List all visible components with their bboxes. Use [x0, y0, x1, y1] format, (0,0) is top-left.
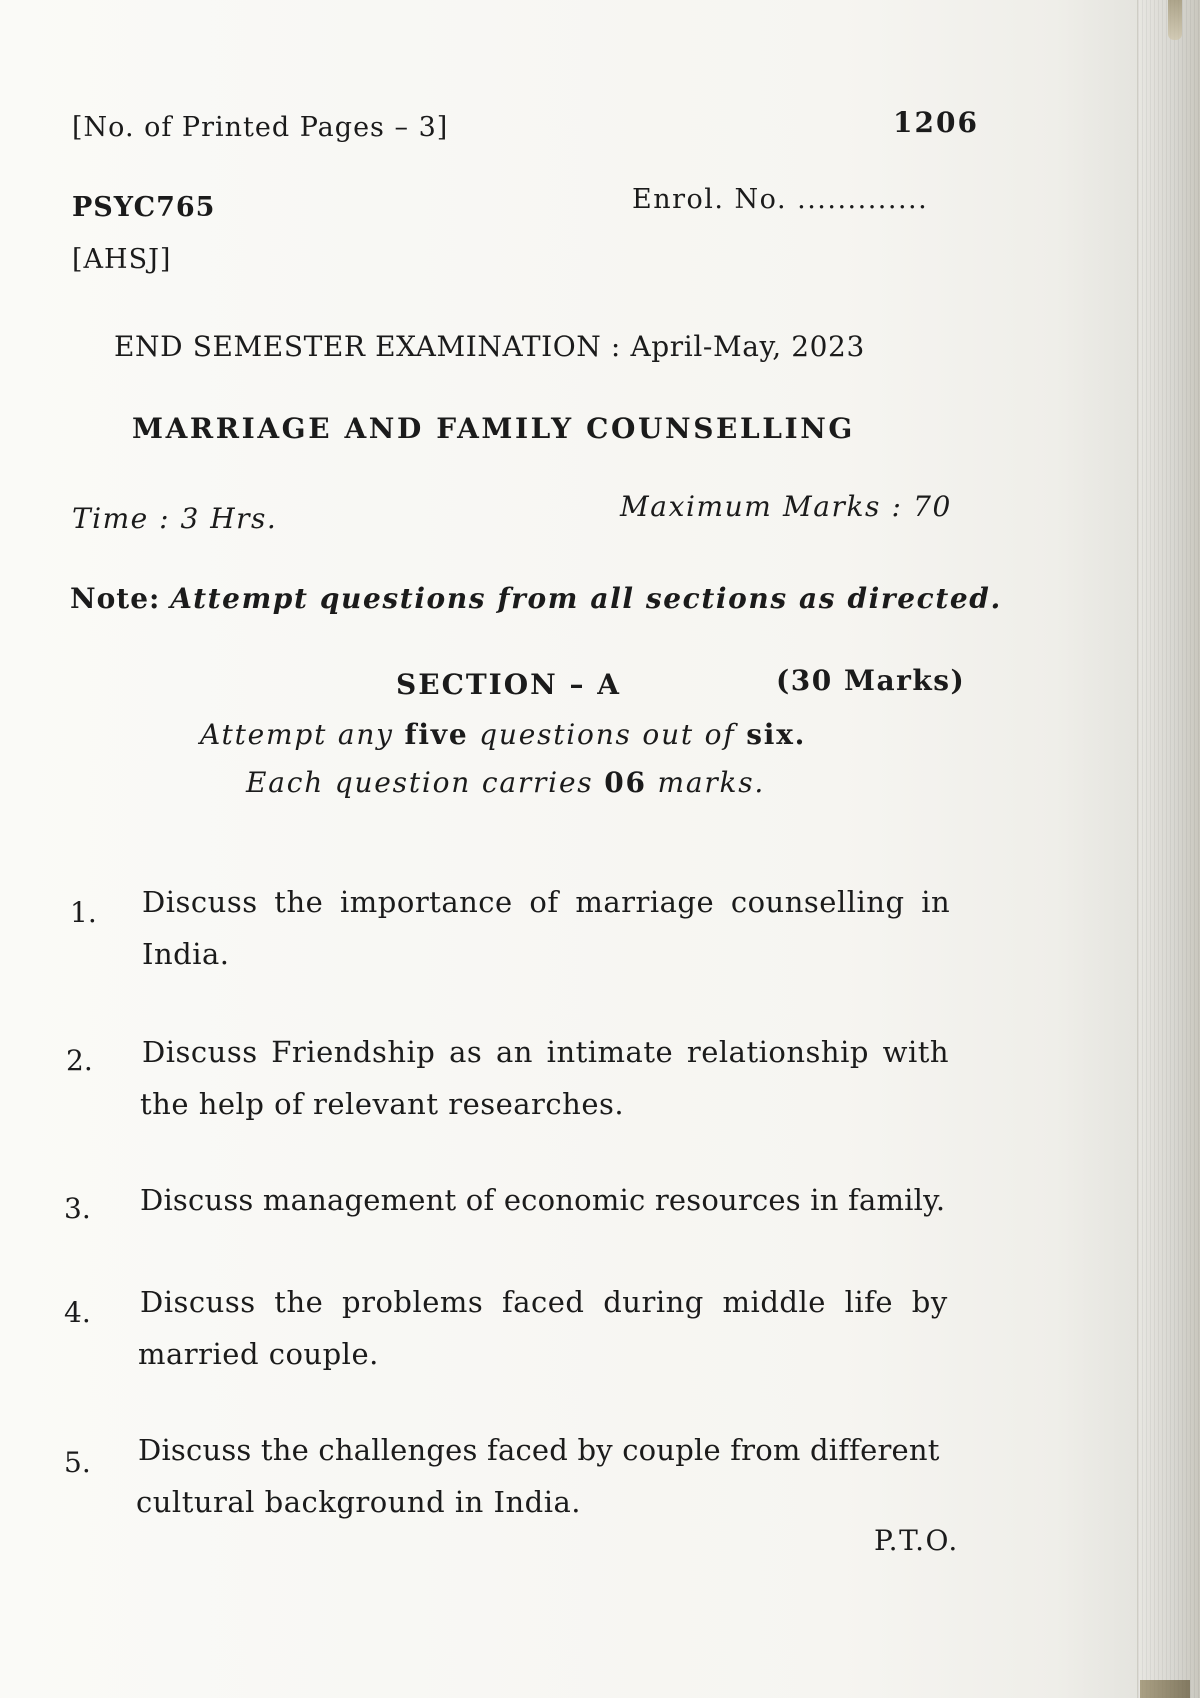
page-binding-edge [1137, 0, 1200, 1698]
bottom-binding-mark [1140, 1680, 1190, 1698]
question-5-line-1: Discuss the challenges faced by couple from different [138, 1433, 940, 1467]
note-label: Note: [70, 582, 161, 615]
question-1-number: 1. [70, 896, 97, 929]
note-line [70, 582, 1002, 615]
section-a-title: SECTION – A [396, 668, 621, 701]
course-code: PSYC765 [72, 192, 216, 223]
subject-title: MARRIAGE AND FAMILY COUNSELLING [132, 412, 855, 445]
paper-code: 1206 [893, 106, 979, 139]
question-4-line-2: married couple. [138, 1337, 379, 1371]
question-4-number: 4. [64, 1296, 91, 1329]
question-2-line-1: Discuss Friendship as an intimate relationship with [142, 1035, 950, 1069]
enrol-number-field: Enrol. No. ............. [632, 184, 929, 215]
exam-time: Time : 3 Hrs. [72, 502, 278, 535]
exam-title: END SEMESTER EXAMINATION : April-May, 2023 [114, 330, 865, 363]
question-3-line-1: Discuss management of economic resources in family. [140, 1183, 946, 1217]
printed-pages-count: [No. of Printed Pages – 3] [72, 112, 449, 143]
question-2-number: 2. [66, 1044, 93, 1077]
section-a-instruction-1: Attempt any five questions out of six. [200, 718, 807, 751]
institute-code: [AHSJ] [72, 244, 172, 275]
corner-tab-mark [1168, 0, 1182, 40]
question-1-line-2: India. [142, 937, 230, 971]
section-a-marks: (30 Marks) [776, 664, 966, 697]
section-a-instruction-2: Each question carries 06 marks. [246, 766, 766, 799]
note-text: Attempt questions from all sections as directed. [170, 582, 1002, 615]
question-5-line-2: cultural background in India. [136, 1485, 582, 1519]
question-4-line-1: Discuss the problems faced during middle life by [140, 1285, 948, 1319]
question-3-number: 3. [64, 1192, 91, 1225]
question-5-number: 5. [64, 1446, 91, 1479]
question-1-line-1: Discuss the importance of marriage counselling in [142, 885, 951, 919]
please-turn-over: P.T.O. [874, 1524, 959, 1557]
question-2-line-2: the help of relevant researches. [140, 1087, 625, 1121]
maximum-marks: Maximum Marks : 70 [620, 490, 952, 523]
